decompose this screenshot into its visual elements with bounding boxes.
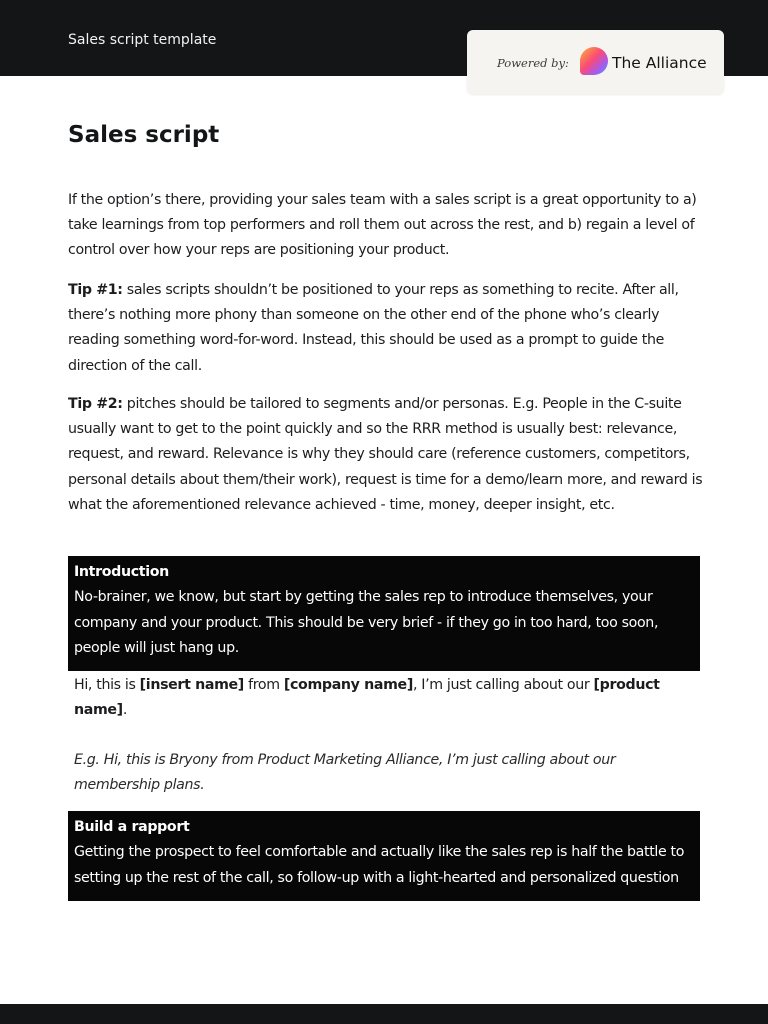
introduction-example: E.g. Hi, this is Bryony from Product Marketing Alliance, I’m just calling about our membership plans. bbox=[74, 752, 616, 794]
powered-by-card bbox=[467, 30, 724, 94]
introduction-description: No-brainer, we know, but start by getting the sales rep to introduce themselves, your company and your product. This should be very brief - if they go in too hard, too soon, people will just hang up. bbox=[74, 589, 659, 657]
introduction-section bbox=[68, 556, 700, 671]
script-text-3: , I’m just calling about our bbox=[412, 677, 594, 693]
brand-name: The Alliance bbox=[612, 54, 707, 72]
introduction-script bbox=[74, 673, 694, 723]
footer-bar bbox=[0, 1004, 768, 1024]
introduction-heading: Introduction bbox=[74, 564, 169, 580]
script-text-1: Hi, this is bbox=[74, 677, 140, 693]
build-rapport-description: Getting the prospect to feel comfortable and actually like the sales rep is half the battle to setting up the rest of the call, so follow-up with a light-hearted and personalized question bbox=[74, 844, 685, 886]
the-alliance-logo-icon bbox=[580, 47, 608, 75]
intro-paragraph: If the option’s there, providing your sales team with a sales script is a great opportunity to a) take learnings from top performers and roll them out across the rest, and b) regain a level of control over how your reps are positioning your product. bbox=[68, 192, 697, 259]
script-placeholder-product: [product name] bbox=[74, 677, 660, 719]
tip-2-text: pitches should be tailored to segments and/or personas. E.g. People in the C-suite usually want to get to the point quickly and so the RRR method is usually best: relevance, request, and reward. Relevance is why they should care (reference customers, competitors, personal details about them/their work), request is time for a demo/learn more, and reward is what the aforementioned relevance achieved - time, money, deeper insight, etc. bbox=[68, 396, 703, 513]
script-text-4: . bbox=[122, 702, 127, 719]
tip-1-paragraph bbox=[68, 278, 708, 379]
tip-2-label: Tip #2: bbox=[68, 396, 123, 412]
build-rapport-section bbox=[68, 811, 700, 901]
tip-1-text: sales scripts shouldn’t be positioned to your reps as something to recite. After all, there’s nothing more phony than someone on the other end of the phone who’s clearly reading something word-for-word. Instead, this should be used as a prompt to guide the direction of the call. bbox=[68, 282, 679, 374]
tip-2-paragraph bbox=[68, 392, 708, 518]
script-placeholder-name: [insert name] bbox=[139, 677, 244, 693]
page-title: Sales script bbox=[68, 122, 220, 148]
script-text-2: from bbox=[243, 677, 284, 693]
document-label: Sales script template bbox=[68, 32, 217, 48]
script-placeholder-company: [company name] bbox=[283, 677, 413, 693]
powered-by-label: Powered by: bbox=[497, 56, 569, 70]
tip-1-label: Tip #1: bbox=[68, 282, 123, 298]
build-rapport-heading: Build a rapport bbox=[74, 819, 190, 835]
